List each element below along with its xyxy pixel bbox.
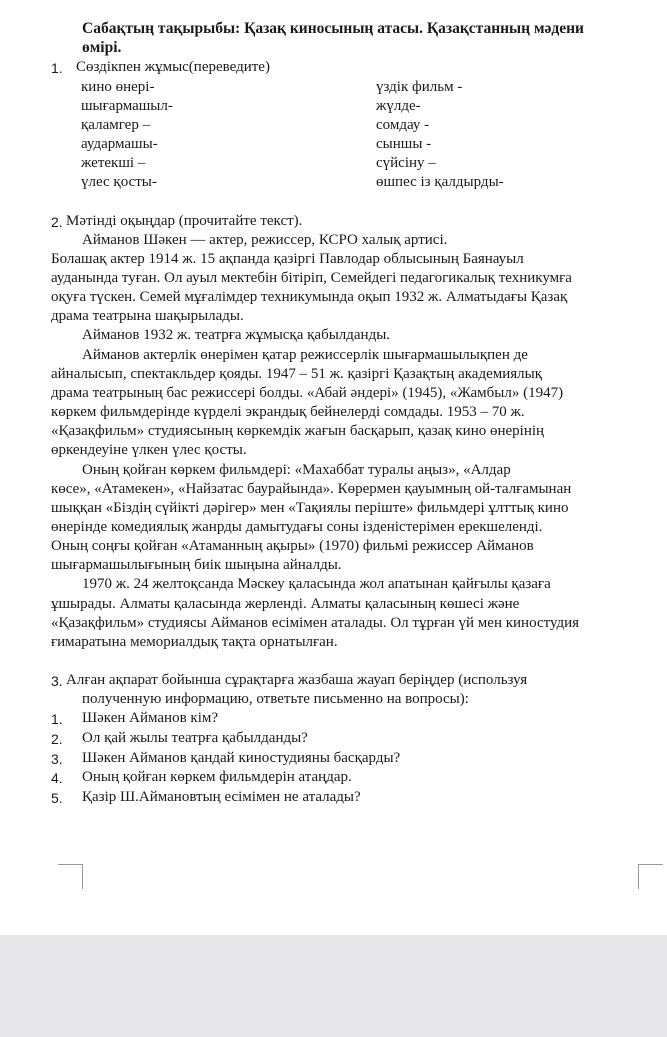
text-line: өркендеуіне үлкен үлес қосты. — [51, 442, 247, 458]
text-line: өнерінде комедиялық жанрды дамытудағы соны ізденістерімен ерекшеленді. — [51, 519, 543, 535]
vocab-left-item: жетекші – — [81, 155, 146, 171]
text-line: Оның қойған көркем фильмдері: «Махаббат туралы аңыз», «Алдар — [82, 462, 511, 478]
question-number: 3. — [51, 751, 63, 767]
vocab-left-item: үлес қосты- — [81, 174, 157, 190]
question-number: 4. — [51, 770, 63, 786]
task1-number: 1. — [51, 60, 63, 76]
text-line: ғимаратына мемориалдық тақта орнатылған. — [51, 634, 338, 650]
vocab-right-item: үздік фильм - — [376, 79, 463, 95]
text-line: Айманов актерлік өнерімен қатар режиссерлік шығармашылықпен де — [82, 347, 528, 363]
margin-corner-mark-right — [638, 864, 663, 889]
vocab-right-item: өшпес із қалдырды- — [376, 174, 504, 190]
vocab-left-item: қаламгер – — [81, 117, 151, 133]
vocab-right-item: сүйсіну – — [376, 155, 436, 171]
text-line: Айманов Шәкен — актер, режиссер, КСРО халық артисі. — [82, 232, 448, 248]
vocab-right-item: жүлде- — [376, 98, 421, 114]
vocab-right-item: сомдау - — [376, 117, 430, 133]
margin-corner-mark-left — [58, 864, 83, 889]
task3-heading-line-1: Алған ақпарат бойынша сұрақтарға жазбаша жауап беріңдер (используя — [66, 672, 528, 688]
text-line: ұшырады. Алматы қаласында жерленді. Алматы қаласының көшесі және — [51, 596, 520, 612]
vocab-left-item: шығармашыл- — [81, 98, 173, 114]
vocab-right-item: сыншы - — [376, 136, 432, 152]
task1-heading: Сөздікпен жұмыс(переведите) — [76, 59, 270, 75]
question-number: 5. — [51, 790, 63, 806]
question-text: Қазір Ш.Аймановтың есімімен не аталады? — [82, 789, 361, 805]
text-line: «Қазақфильм» студиясы Айманов есімімен аталады. Ол тұрған үй мен киностудия — [51, 615, 580, 631]
lesson-title-line-1: Сабақтың тақырыбы: Қазақ киносының атасы. Қазақстанның мәдени — [82, 20, 584, 37]
text-line: драма театрына шақырылады. — [51, 308, 244, 324]
task3-number: 3. — [51, 673, 63, 689]
question-text: Шәкен Айманов қандай киностудияны басқарды? — [82, 750, 401, 766]
text-line: «Қазақфильм» студиясының көркемдік жағын басқарып, қазақ кино өнерінің — [51, 423, 545, 439]
question-number: 1. — [51, 711, 63, 727]
text-line: 1970 ж. 24 желтоқсанда Мәскеу қаласында жол апатынан қайғылы қазаға — [82, 576, 551, 592]
question-text: Оның қойған көркем фильмдерін атаңдар. — [82, 769, 352, 785]
text-line: Оның соңғы қойған «Атаманның ақыры» (1970) фильмі режиссер Айманов — [51, 538, 534, 554]
task2-number: 2. — [51, 214, 63, 230]
text-line: көркем фильмдерінде күрделі экрандық бейнелерді сомдады. 1953 – 70 ж. — [51, 404, 525, 420]
text-line: драма театрының бас режиссері болды. «Абай әндері» (1945), «Жамбыл» (1947) — [51, 385, 564, 401]
vocab-left-item: аудармашы- — [81, 136, 158, 152]
question-text: Шәкен Айманов кім? — [82, 710, 219, 726]
text-line: оқуға түскен. Семей мұғалімдер техникумында оқып 1932 ж. Алматыдағы Қазақ — [51, 289, 568, 305]
text-line: айналысып, спектакльдер қояды. 1947 – 51 ж. қазіргі Қазақтың академиялық — [51, 366, 543, 382]
question-text: Ол қай жылы театрға қабылданды? — [82, 730, 308, 746]
text-line: көсе», «Атамекен», «Найзатас баурайында». Көрермен қауымның ой-талғамынан — [51, 481, 572, 497]
vocab-left-item: кино өнері- — [81, 79, 155, 95]
lesson-title-line-2: өмірі. — [82, 39, 122, 56]
text-line: ауданында туған. Ол ауыл мектебін бітіріп, Семейдегі педагогикалық техникумға — [51, 270, 572, 286]
task3-heading-line-2: полученную информацию, ответьте письменно на вопросы): — [82, 691, 469, 707]
task2-heading: Мәтінді оқыңдар (прочитайте текст). — [66, 213, 303, 229]
question-number: 2. — [51, 731, 63, 747]
text-line: Болашақ актер 1914 ж. 15 ақпанда қазіргі Павлодар облысының Баянауыл — [51, 251, 524, 267]
page-gap-background — [0, 935, 667, 1037]
text-line: Айманов 1932 ж. театрға жұмысқа қабылданды. — [82, 327, 391, 343]
text-line: шыққан «Біздің сүйікті дәрігер» мен «Тақиялы періште» фильмдері ұлттық кино — [51, 500, 569, 516]
text-line: шығармашылығының биік шыңына айналды. — [51, 557, 342, 573]
